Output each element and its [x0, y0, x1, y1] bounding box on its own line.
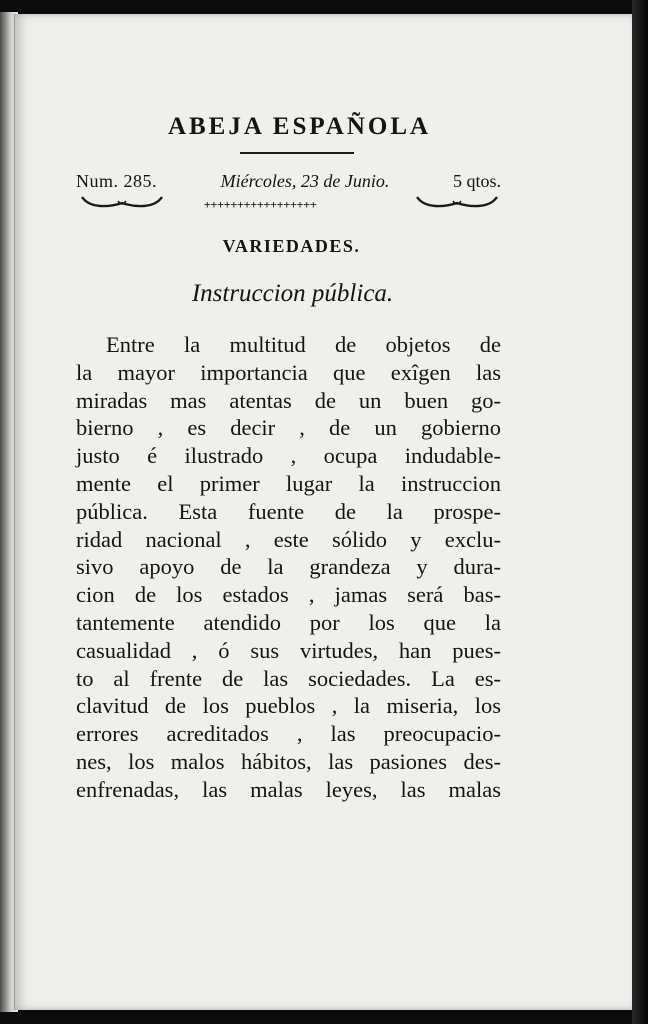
section-heading: VARIEDADES.: [222, 236, 361, 256]
text-line: cion de los estados , jamas será bas-: [76, 582, 501, 608]
article-title: Instruccion pública.: [191, 280, 394, 307]
title-rule: [240, 152, 354, 154]
page-content: [76, 110, 501, 804]
text-line: casualidad , ó sus virtudes, han pues-: [76, 637, 501, 663]
text-line: tantemente atendido por los que la: [76, 609, 501, 635]
ornamental-swash-icon: [415, 193, 499, 211]
issue-price: 5 qtos.: [452, 171, 501, 191]
text-line: errores acreditados , las preocupacio-: [76, 721, 501, 747]
right-book-edge: [632, 0, 648, 1024]
ornament-row: [76, 193, 501, 215]
text-line: sivo apoyo de la grandeza y dura-: [76, 554, 501, 580]
text-line: bierno , es decir , de un gobierno: [76, 415, 501, 441]
dotted-rule-icon: +++++++++++++++++: [204, 198, 317, 211]
text-line: la mayor importancia que exîgen las: [76, 359, 501, 385]
text-line: to al frente de las sociedades. La es-: [76, 665, 501, 691]
text-line: miradas mas atentas de un buen go-: [76, 387, 501, 413]
journal-title: ABEJA ESPAÑOLA: [167, 113, 432, 140]
text-line: mente el primer lugar la instruccion: [76, 470, 501, 496]
text-line: pública. Esta fuente de la prospe-: [76, 498, 501, 524]
issue-meta-row: [76, 170, 501, 192]
issue-number: Num. 285.: [76, 171, 157, 191]
issue-date: Miércoles, 23 de Junio.: [220, 171, 390, 191]
article-body: [76, 331, 501, 804]
text-line: enfrenadas, las malas leyes, las malas: [76, 776, 501, 802]
ornamental-swash-icon: [80, 193, 164, 211]
text-line: justo é ilustrado , ocupa indudable-: [76, 443, 501, 469]
text-line: clavitud de los pueblos , la miseria, los: [76, 693, 501, 719]
text-line: nes, los malos hábitos, las pasiones des-: [76, 748, 501, 774]
text-line: ridad nacional , este sólido y exclu-: [76, 526, 501, 552]
text-line: Entre la multitud de objetos de: [106, 332, 501, 357]
